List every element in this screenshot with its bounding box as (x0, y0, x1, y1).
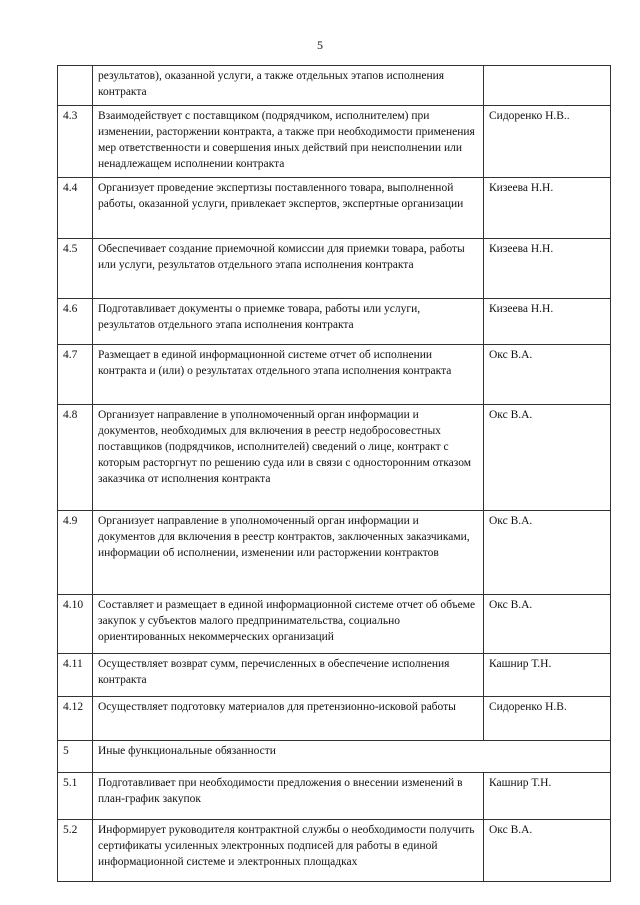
responsible-person: Кизеева Н.Н. (484, 178, 611, 239)
page-number: 5 (317, 38, 323, 52)
duty-description: Подготавливает документы о приемке товара, работы или услуги, результатов отдельного этапа исполнения контракта (93, 299, 484, 345)
responsible-person: Кашнир Т.Н. (484, 773, 611, 820)
duty-description: результатов), оказанной услуги, а также отдельных этапов исполнения контракта (93, 66, 484, 106)
section-title: Иные функциональные обязанности (93, 741, 611, 773)
responsible-person: Окс В.А. (484, 820, 611, 882)
row-number: 4.8 (58, 405, 93, 511)
duty-description: Информирует руководителя контрактной службы о необходимости получить сертификаты усиленных электронных подписей для работы в единой информационной системе и электронных площадках (93, 820, 484, 882)
row-number: 4.9 (58, 511, 93, 595)
row-number: 4.3 (58, 106, 93, 178)
table-row (58, 66, 611, 106)
row-number: 5.1 (58, 773, 93, 820)
table-row (58, 178, 611, 239)
table-row (58, 773, 611, 820)
row-number: 4.12 (58, 697, 93, 741)
row-number: 4.4 (58, 178, 93, 239)
table-row (58, 345, 611, 405)
table-row (58, 405, 611, 511)
table-row (58, 820, 611, 882)
row-number (58, 66, 93, 106)
row-number: 4.5 (58, 239, 93, 299)
table-row (58, 106, 611, 178)
responsible-person: Окс В.А. (484, 405, 611, 511)
duty-description: Осуществляет подготовку материалов для претензионно-исковой работы (93, 697, 484, 741)
table-row (58, 239, 611, 299)
duty-description: Взаимодействует с поставщиком (подрядчиком, исполнителем) при изменении, расторжении контракта, а также при необходимости применения мер ответственности и совершения иных действий при неисполнении или ненадлежащем исполнении контракта (93, 106, 484, 178)
duty-description: Организует проведение экспертизы поставленного товара, выполненной работы, оказанной услуги, привлекает экспертов, экспертные организации (93, 178, 484, 239)
responsible-person: Кизеева Н.Н. (484, 299, 611, 345)
section-number: 5 (58, 741, 93, 773)
duty-description: Организует направление в уполномоченный орган информации и документов, необходимых для включения в реестр недобросовестных поставщиков (подрядчиков, исполнителей) сведений о лице, контракт с которым расторгнут по решению суда или в связи с односторонним отказом заказчика от исполнения контракта (93, 405, 484, 511)
responsible-person: Кизеева Н.Н. (484, 239, 611, 299)
responsible-person: Кашнир Т.Н. (484, 654, 611, 697)
duty-description: Подготавливает при необходимости предложения о внесении изменений в план-график закупок (93, 773, 484, 820)
duty-description: Осуществляет возврат сумм, перечисленных в обеспечение исполнения контракта (93, 654, 484, 697)
responsible-person: Сидоренко Н.В. (484, 697, 611, 741)
responsible-person (484, 66, 611, 106)
duty-description: Организует направление в уполномоченный орган информации и документов для включения в реестр контрактов, заключенных заказчиками, информации об исполнении, изменении или расторжении контрактов (93, 511, 484, 595)
duty-description: Размещает в единой информационной системе отчет об исполнении контракта и (или) о результатах отдельного этапа исполнения контракта (93, 345, 484, 405)
responsible-person: Окс В.А. (484, 595, 611, 654)
table-row (58, 697, 611, 741)
table-row (58, 654, 611, 697)
duty-description: Обеспечивает создание приемочной комиссии для приемки товара, работы или услуги, результатов отдельного этапа исполнения контракта (93, 239, 484, 299)
row-number: 4.11 (58, 654, 93, 697)
table-row (58, 595, 611, 654)
section-row (58, 741, 611, 773)
table-row (58, 511, 611, 595)
row-number: 4.7 (58, 345, 93, 405)
duties-table (57, 65, 611, 882)
duty-description: Составляет и размещает в единой информационной системе отчет об объеме закупок у субъектов малого предпринимательства, социально ориентированных некоммерческих организаций (93, 595, 484, 654)
table-row (58, 299, 611, 345)
row-number: 4.10 (58, 595, 93, 654)
responsible-person: Окс В.А. (484, 345, 611, 405)
responsible-person: Окс В.А. (484, 511, 611, 595)
responsible-person: Сидоренко Н.В.. (484, 106, 611, 178)
row-number: 5.2 (58, 820, 93, 882)
row-number: 4.6 (58, 299, 93, 345)
